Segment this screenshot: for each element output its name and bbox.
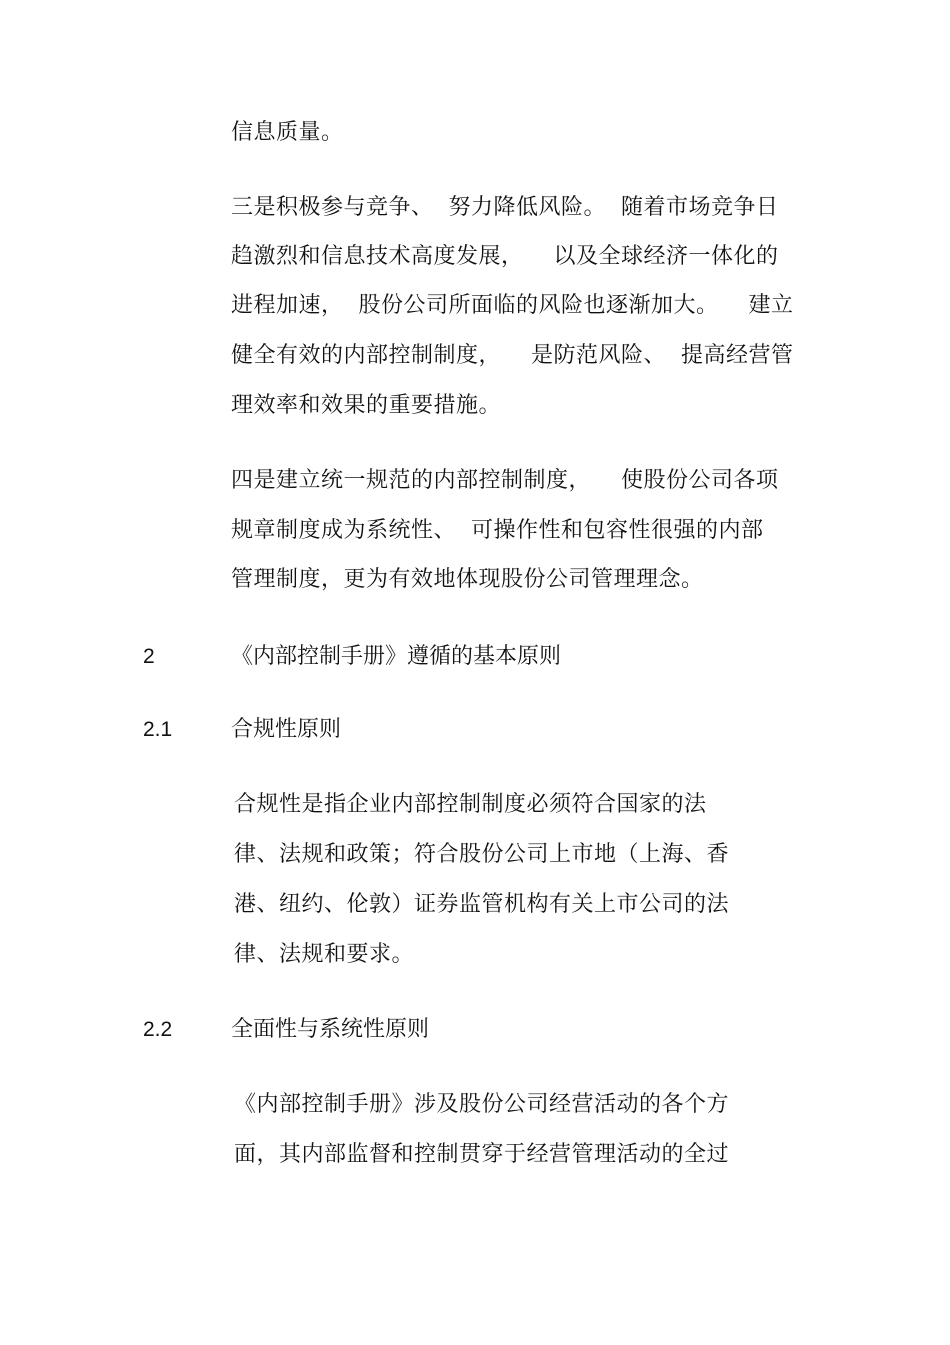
text-line: 信息质量。 xyxy=(231,120,344,145)
text-line: 三是积极参与竞争、 努力降低风险。 随着市场竞争日 xyxy=(231,195,779,220)
text-line: 理效率和效果的重要措施。 xyxy=(231,393,502,418)
text-line: 进程加速， 股份公司所面临的风险也逐渐加大。 建立 xyxy=(231,293,794,318)
section-number: 2 xyxy=(143,645,155,668)
text-line: 律、法规和要求。 xyxy=(234,942,415,967)
text-line: 趋激烈和信息技术高度发展， 以及全球经济一体化的 xyxy=(231,244,779,269)
text-line: 健全有效的内部控制制度， 是防范风险、 提高经营管 xyxy=(231,343,794,368)
section-title: 全面性与系统性原则 xyxy=(231,1017,430,1042)
section-title: 合规性原则 xyxy=(231,717,342,742)
section-number: 2.1 xyxy=(143,718,173,741)
text-line: 《内部控制手册》涉及股份公司经营活动的各个方 xyxy=(234,1092,730,1117)
text-line: 管理制度，更为有效地体现股份公司管理理念。 xyxy=(231,567,704,592)
text-line: 律、法规和政策；符合股份公司上市地（上海、香 xyxy=(234,842,730,867)
text-line: 合规性是指企业内部控制制度必须符合国家的法 xyxy=(234,792,707,817)
section-title: 《内部控制手册》遵循的基本原则 xyxy=(231,644,562,669)
text-line: 规章制度成为系统性、 可操作性和包容性很强的内部 xyxy=(231,518,764,543)
text-line: 面，其内部监督和控制贯穿于经营管理活动的全过 xyxy=(234,1142,730,1167)
text-line: 四是建立统一规范的内部控制制度， 使股份公司各项 xyxy=(231,468,779,493)
section-number: 2.2 xyxy=(143,1018,173,1041)
text-line: 港、纽约、伦敦）证券监管机构有关上市公司的法 xyxy=(234,892,730,917)
